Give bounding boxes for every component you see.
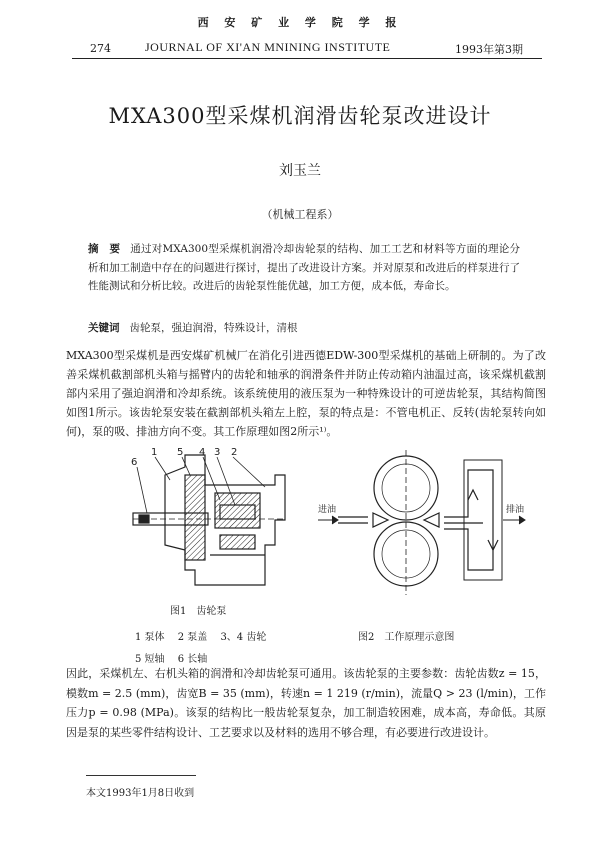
abstract	[88, 240, 520, 296]
fig1-label-1: 1	[151, 447, 158, 458]
figure-1-legend-1: 1 泵体 2 泵盖 3、4 齿轮	[135, 632, 267, 643]
figure-1-gear-pump-drawing	[125, 445, 310, 600]
article-title: MXA300型采煤机润滑齿轮泵改进设计	[108, 104, 492, 128]
abstract-label: 摘 要	[88, 243, 121, 255]
affiliation: （机械工程系）	[261, 208, 339, 221]
fig1-label-3: 3	[214, 447, 221, 458]
footnote: 本文1993年1月8日收到	[86, 788, 195, 799]
body-paragraph-2: 因此，采煤机左、右机头箱的润滑和冷却齿轮泵可通用。该齿轮泵的主要参数：齿轮齿数z = 15，模数m = 2.5 (mm)，齿宽B = 35 (mm)，转速n = 1 219 (r/min)，流量Q > 23 (l/min)，工作压力p = 0.98 (MPa)。该泵的结构比一般齿轮泵复杂，加工制造较困难，成本高，寿命低。其原因是泵的某些零件结构设计、工艺要求以及材料的选用不够合理，有必要进行改进设计。	[66, 667, 546, 739]
journal-name-en: JOURNAL OF XI'AN MNINING INSTITUTE	[145, 40, 391, 54]
figure-1-caption: 图1 齿轮泵	[170, 606, 227, 617]
figure-2-principle-diagram	[318, 450, 538, 620]
abstract-text: 通过对MXA300型采煤机润滑冷却齿轮泵的结构、加工工艺和材料等方面的理论分析和加工制造中存在的问题进行探讨，提出了改进设计方案。并对原泵和改进后的样泵进行了性能测试和分析比较。改进后的齿轮泵性能优越，加工方便，成本低，寿命长。	[88, 243, 520, 292]
author: 刘玉兰	[279, 163, 321, 179]
keywords	[88, 320, 520, 335]
fig2-label-in: 进油	[318, 505, 337, 515]
header-rule	[72, 58, 542, 59]
fig1-label-4: 4	[199, 447, 206, 458]
body-paragraph-1: MXA300型采煤机是西安煤矿机械厂在消化引进西德EDW-300型采煤机的基础上研制的。为了改善采煤机截割部机头箱与摇臂内的齿轮和轴承的润滑条件并防止传动箱内油温过高，该采煤机截割部内采用了强迫润滑和冷却系统。该系统使用的液压泵为一种特殊设计的可逆齿轮泵，其结构简图如图1所示。该齿轮泵安装在截割部机头箱左上腔，泵的特点是：不管电机正、反转(齿轮泵转向如何)，泵的吸、排油方向不变。其工作原理如图2所示¹⁾。	[66, 349, 546, 438]
footnote-rule	[86, 775, 196, 776]
fig1-label-5: 5	[177, 447, 184, 458]
journal-name-cn: 西 安 矿 业 学 院 学 报	[197, 16, 403, 29]
figure-2-caption: 图2 工作原理示意图	[358, 632, 455, 643]
keywords-text: 齿轮泵，强迫润滑，特殊设计，清根	[129, 322, 298, 334]
fig1-label-6: 6	[131, 457, 138, 468]
keywords-label: 关键词	[88, 322, 120, 334]
issue-number: 1993年第3期	[455, 43, 523, 56]
fig2-label-out: 排油	[506, 505, 525, 515]
page-number: 274	[90, 42, 111, 55]
fig1-label-2: 2	[231, 447, 238, 458]
figure-1-legend-2: 5 短轴 6 长轴	[135, 654, 208, 665]
